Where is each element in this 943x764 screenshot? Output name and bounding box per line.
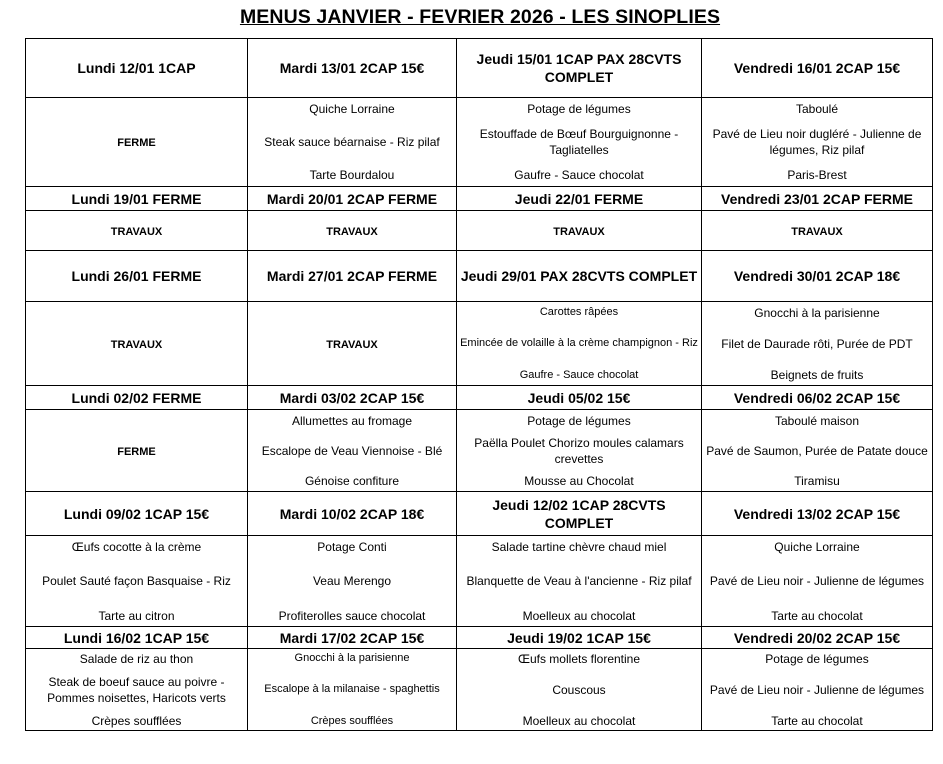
day-header: Jeudi 19/02 1CAP 15€: [457, 627, 702, 649]
day-header: Lundi 19/01 FERME: [26, 187, 248, 211]
menu-cell: [702, 536, 933, 627]
starter: Quiche Lorraine: [774, 539, 860, 554]
day-header: Vendredi 23/01 2CAP FERME: [702, 187, 933, 211]
main-course: Pavé de Lieu noir - Julienne de légumes: [709, 682, 925, 697]
main-course: Pavé de Lieu noir dugléré - Julienne de légumes, Riz pilaf: [712, 127, 922, 157]
week-header-row: [26, 251, 933, 302]
day-header: Jeudi 15/01 1CAP PAX 28CVTS COMPLET: [457, 39, 702, 98]
week-menu-row: [26, 302, 933, 386]
menu-cell: [702, 649, 933, 731]
menu-cell: [457, 649, 702, 731]
week-menu-row: [26, 211, 933, 251]
starter: Potage Conti: [317, 539, 387, 554]
day-header: Mardi 27/01 2CAP FERME: [248, 251, 457, 302]
main-course: Estouffade de Bœuf Bourguignonne - Tagliatelles: [479, 127, 679, 157]
closed-note: FERME: [117, 137, 156, 149]
closed-note: TRAVAUX: [110, 338, 163, 351]
menu-cell: [457, 98, 702, 187]
menu-cell: [26, 410, 248, 492]
dessert: Tarte au citron: [98, 608, 175, 623]
day-header: Mardi 13/01 2CAP 15€: [248, 39, 457, 98]
dessert: Paris-Brest: [787, 168, 847, 182]
week-header-row: [26, 492, 933, 536]
main-course: Escalope de Veau Viennoise - Blé: [261, 443, 443, 458]
closed-note: TRAVAUX: [326, 225, 378, 238]
week-header-row: [26, 386, 933, 410]
menu-cell: [702, 302, 933, 386]
starter: Gnocchi à la parisienne: [754, 305, 880, 320]
day-header: Vendredi 06/02 2CAP 15€: [702, 386, 933, 410]
week-menu-row: [26, 410, 933, 492]
main-course: Steak de boeuf sauce au poivre - Pommes noisettes, Haricots verts: [47, 674, 226, 705]
day-header: Lundi 12/01 1CAP: [26, 39, 248, 98]
dessert: Crèpes soufflées: [91, 713, 182, 728]
starter: Potage de légumes: [527, 413, 631, 428]
day-header: Mardi 03/02 2CAP 15€: [248, 386, 457, 410]
dessert: Gaufre - Sauce chocolat: [514, 168, 644, 182]
menu-cell: [248, 536, 457, 627]
day-header: Lundi 02/02 FERME: [26, 386, 248, 410]
closed-note: TRAVAUX: [326, 338, 378, 351]
menu-cell: [26, 536, 248, 627]
closed-note: TRAVAUX: [110, 225, 163, 238]
starter: Salade tartine chèvre chaud miel: [491, 539, 667, 554]
menu-cell: [248, 302, 457, 386]
week-header-row: [26, 39, 933, 98]
main-course: Emincée de volaille à la crème champignon - Riz: [460, 337, 698, 349]
menu-cell: [248, 211, 457, 251]
day-header: Mardi 17/02 2CAP 15€: [248, 627, 457, 649]
day-header: Lundi 26/01 FERME: [26, 251, 248, 302]
day-header: Vendredi 20/02 2CAP 15€: [702, 627, 933, 649]
menu-cell: [248, 410, 457, 492]
day-header: Jeudi 05/02 15€: [457, 386, 702, 410]
menu-table: [25, 38, 933, 731]
starter: Salade de riz au thon: [79, 651, 194, 666]
day-header: Mardi 10/02 2CAP 18€: [248, 492, 457, 536]
closed-note: TRAVAUX: [791, 225, 843, 238]
closed-note: TRAVAUX: [553, 225, 605, 238]
menu-cell: [457, 211, 702, 251]
main-course: Steak sauce béarnaise - Riz pilaf: [264, 135, 440, 149]
main-course: Paëlla Poulet Chorizo moules calamars crevettes: [474, 435, 684, 466]
starter: Œufs cocotte à la crème: [71, 539, 202, 554]
menu-cell: [702, 98, 933, 187]
menu-cell: [702, 410, 933, 492]
main-course: Couscous: [552, 682, 606, 697]
starter: Potage de légumes: [527, 102, 631, 116]
main-course: Escalope à la milanaise - spaghettis: [264, 683, 440, 695]
week-menu-row: [26, 536, 933, 627]
dessert: Tarte Bourdalou: [309, 168, 395, 182]
menu-cell: [457, 410, 702, 492]
menu-cell: [26, 302, 248, 386]
starter: Taboulé: [795, 102, 839, 116]
starter: Gnocchi à la parisienne: [294, 651, 410, 664]
dessert: Beignets de fruits: [770, 367, 864, 382]
dessert: Génoise confiture: [304, 473, 400, 488]
menu-cell: [248, 649, 457, 731]
day-header: Vendredi 30/01 2CAP 18€: [702, 251, 933, 302]
starter: Quiche Lorraine: [309, 102, 395, 116]
dessert: Gaufre - Sauce chocolat: [519, 368, 639, 381]
menu-cell: [702, 211, 933, 251]
menu-cell: [248, 98, 457, 187]
week-menu-row: [26, 98, 933, 187]
dessert: Profiterolles sauce chocolat: [278, 608, 426, 623]
day-header: Vendredi 16/01 2CAP 15€: [702, 39, 933, 98]
week-header-row: [26, 627, 933, 649]
day-header: Jeudi 29/01 PAX 28CVTS COMPLET: [457, 251, 702, 302]
starter: Carottes râpées: [539, 305, 619, 318]
dessert: Mousse au Chocolat: [524, 473, 634, 488]
menu-cell: [26, 98, 248, 187]
main-course: Poulet Sauté façon Basquaise - Riz: [42, 574, 231, 588]
day-header: Lundi 09/02 1CAP 15€: [26, 492, 248, 536]
starter: Potage de légumes: [765, 651, 869, 666]
dessert: Tarte au chocolat: [771, 608, 863, 623]
day-header: Jeudi 12/02 1CAP 28CVTS COMPLET: [457, 492, 702, 536]
main-course: Pavé de Saumon, Purée de Patate douce: [706, 443, 928, 458]
closed-note: FERME: [117, 445, 156, 458]
dessert: Moelleux au chocolat: [522, 608, 636, 623]
day-header: Vendredi 13/02 2CAP 15€: [702, 492, 933, 536]
dessert: Moelleux au chocolat: [522, 713, 636, 728]
main-course: Veau Merengo: [312, 574, 392, 588]
starter: Allumettes au fromage: [291, 413, 413, 428]
main-course: Pavé de Lieu noir - Julienne de légumes: [709, 574, 925, 588]
day-header: Jeudi 22/01 FERME: [457, 187, 702, 211]
starter: Taboulé maison: [774, 413, 860, 428]
main-course: Blanquette de Veau à l'ancienne - Riz pilaf: [466, 574, 692, 588]
week-menu-row: [26, 649, 933, 731]
page-title: MENUS JANVIER - FEVRIER 2026 - LES SINOPLIES: [239, 6, 721, 28]
menu-cell: [457, 302, 702, 386]
week-header-row: [26, 187, 933, 211]
main-course: Filet de Daurade rôti, Purée de PDT: [721, 336, 913, 351]
day-header: Mardi 20/01 2CAP FERME: [248, 187, 457, 211]
dessert: Crèpes soufflées: [310, 714, 394, 727]
menu-cell: [457, 536, 702, 627]
starter: Œufs mollets florentine: [517, 651, 641, 666]
dessert: Tarte au chocolat: [771, 713, 863, 728]
menu-cell: [26, 211, 248, 251]
dessert: Tiramisu: [794, 473, 840, 488]
menu-cell: [26, 649, 248, 731]
day-header: Lundi 16/02 1CAP 15€: [26, 627, 248, 649]
